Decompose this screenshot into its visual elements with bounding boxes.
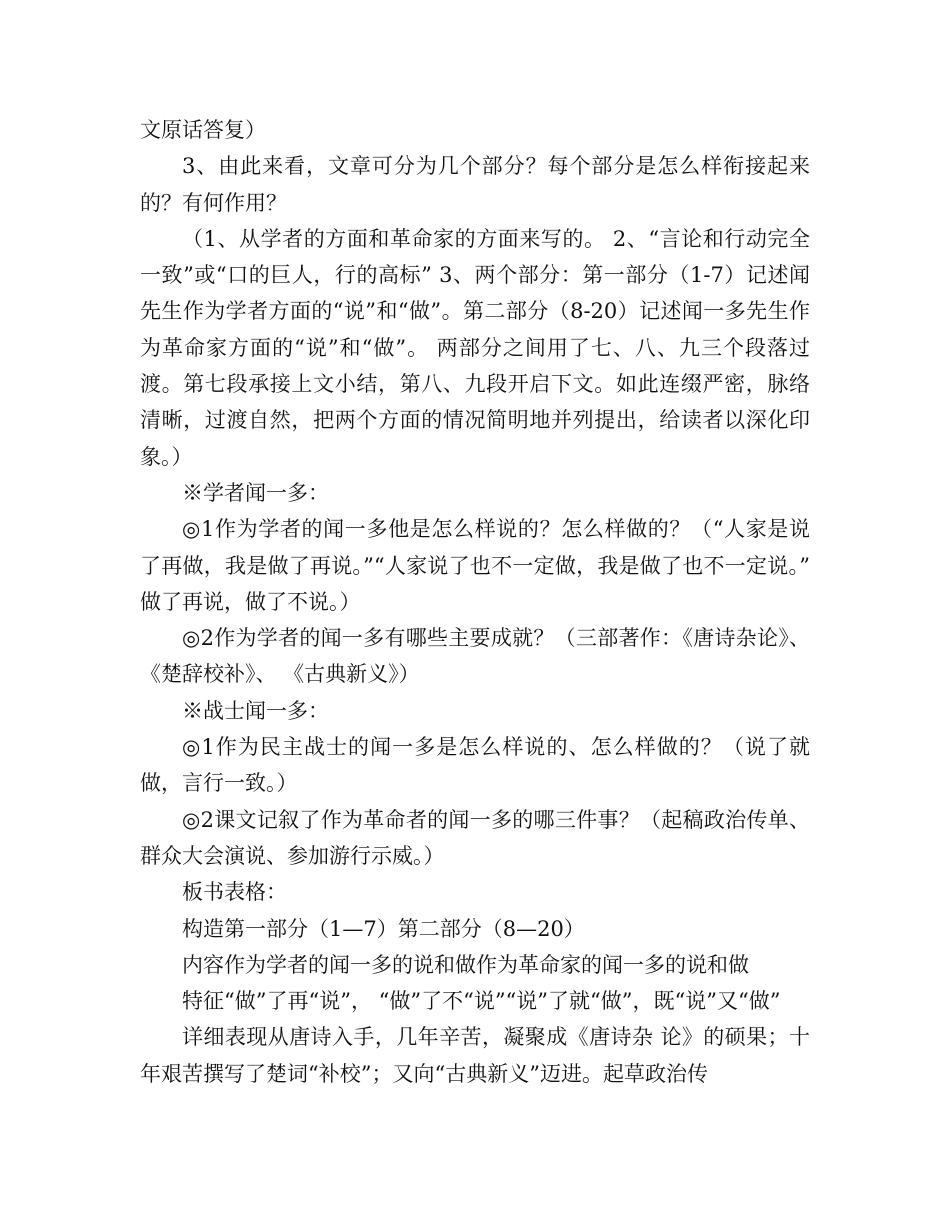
paragraph-continuation: 文原话答复） xyxy=(140,118,266,142)
heading-board-table: 板书表格： xyxy=(182,880,287,905)
paragraph-answer: （1、从学者的方面和革命家的方面来写的。 2、“言论和行动完全一致”或“口的巨人，行的高标” 3、两个部分：第一部分（1-7）记述闻先生作为学者方面的“说”和“做”。第二部分（8-20）记述闻一多先生作为革命家方面的“说”和“做”。 两部分之间用了七、八、九三个段落过渡。第七段承接上文小结，第八、九段开启下文。如此连缀严密，脉络清晰，过渡自然，把两个方面的情况简明地并列提出，给读者以深化印象。） xyxy=(140,226,810,469)
table-row-content: 内容作为学者的闻一多的说和做作为革命家的闻一多的说和做 xyxy=(182,952,749,977)
table-row-features: 特征“做”了再“说”， “做”了不“说”“说”了就“做”，既“说”又“做” xyxy=(182,989,781,1014)
paragraph-fighter-q2: ◎2课文记叙了作为革命者的闻一多的哪三件事？（起稿政治传单、群众大会演说、参加游行示威。） xyxy=(140,807,810,868)
paragraph-scholar-q2: ◎2作为学者的闻一多有哪些主要成就？（三部著作：《唐诗杂论》、《楚辞校补》、 《古典新义》） xyxy=(140,626,810,687)
paragraph-fighter-q1: ◎1作为民主战士的闻一多是怎么样说的、怎么样做的？（说了就做，言行一致。） xyxy=(140,735,810,796)
table-row-details: 详细表现从唐诗入手，几年辛苦，凝聚成《唐诗杂 论》的硕果；十年艰苦撰写了楚词“补校”；又向“古典新义”迈进。起草政治传 xyxy=(140,1025,810,1086)
heading-scholar: ※学者闻一多： xyxy=(182,480,329,505)
paragraph-scholar-q1: ◎1作为学者的闻一多他是怎么样说的？怎么样做的？（“人家是说了再做，我是做了再说。”“人家说了也不一定做，我是做了也不一定说。” 做了再说，做了不说。） xyxy=(140,517,817,614)
table-row-structure: 构造第一部分（1—7）第二部分（8—20） xyxy=(182,916,585,941)
heading-fighter: ※战士闻一多： xyxy=(182,698,329,723)
document-body xyxy=(140,112,817,1092)
paragraph-question-3: 3、由此来看，文章可分为几个部分？每个部分是怎么样衔接起来的？有何作用？ xyxy=(140,154,810,215)
